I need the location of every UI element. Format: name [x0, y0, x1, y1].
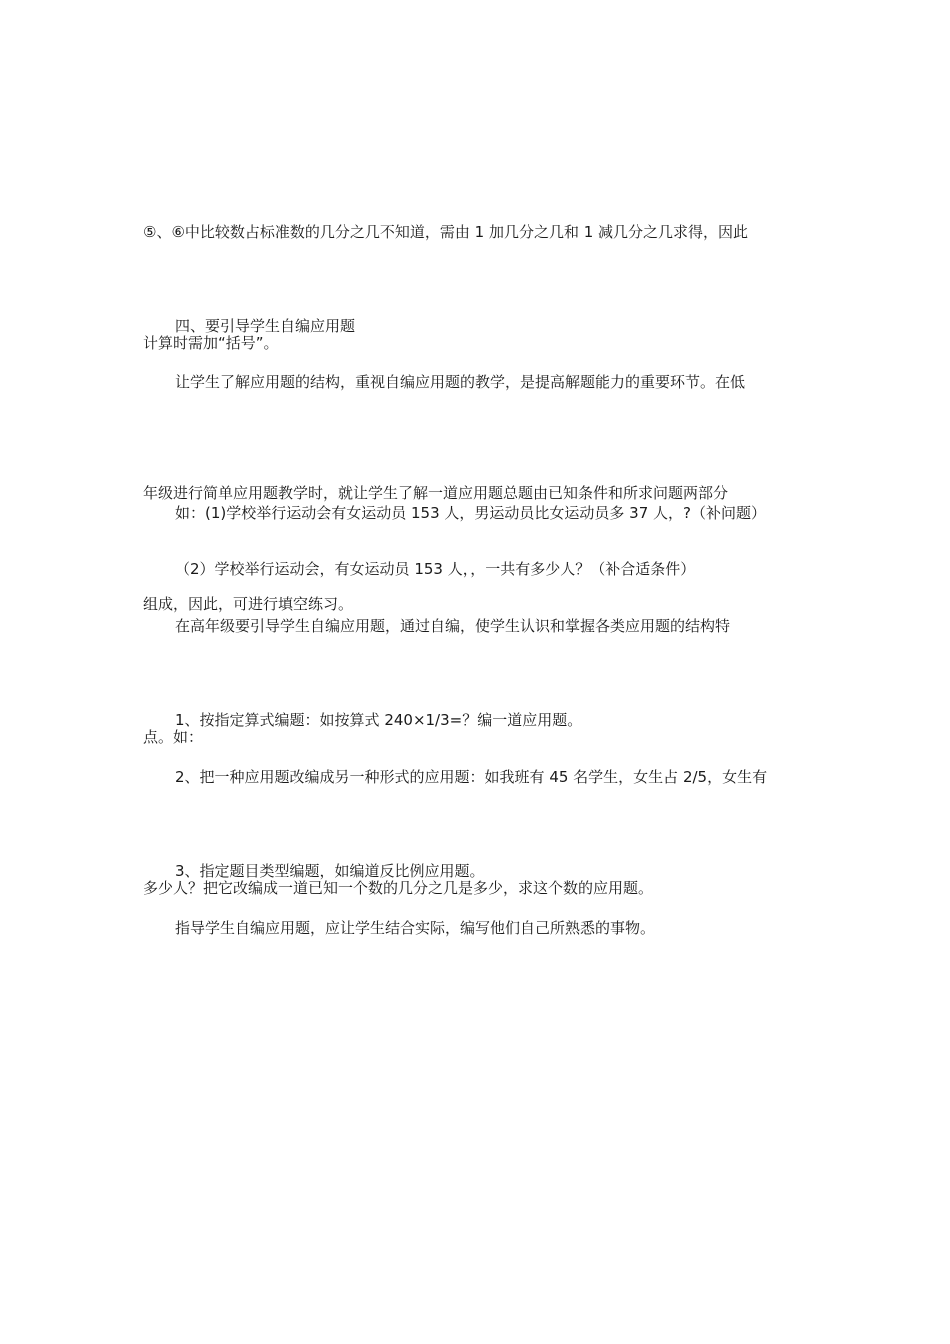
text-line: 组成，因此，可进行填空练习。 [143, 595, 354, 613]
text-line: 计算时需加“括号”。 [143, 334, 279, 352]
heading-text: 四、要引导学生自编应用题 [175, 317, 356, 335]
text-line: 在高年级要引导学生自编应用题，通过自编，使学生认识和掌握各类应用题的结构特 [175, 617, 731, 635]
text-line: 指导学生自编应用题，应让学生结合实际，编写他们自己所熟悉的事物。 [175, 919, 656, 937]
text-line: 年级进行简单应用题教学时，就让学生了解一道应用题总题由已知条件和所求问题两部分 [143, 484, 729, 502]
text-line: 点。如： [143, 728, 204, 746]
text-line: 让学生了解应用题的结构，重视自编应用题的教学，是提高解题能力的重要环节。在低 [175, 373, 746, 391]
paragraph-guidance [143, 836, 813, 1021]
text-line: 多少人？把它改编成一道已知一个数的几分之几是多少，求这个数的应用题。 [143, 879, 654, 897]
text-line: 2、把一种应用题改编成另一种形式的应用题：如我班有 45 名学生，女生占 2/5，女生有 [175, 768, 768, 786]
text-line: 如：(1)学校举行运动会有女运动员 153 人，男运动员比女运动员多 37 人，?（补问题） [175, 504, 767, 522]
text-line: （2）学校举行运动会，有女运动员 153 人，，一共有多少人？（补合适条件） [175, 560, 696, 578]
text-line: ⑤、⑥中比较数占标准数的几分之几不知道，需由 1 加几分之几和 1 减几分之几求得，因此 [143, 223, 749, 241]
text-line: 3、指定题目类型编题，如编道反比例应用题。 [175, 862, 485, 880]
text-line: 1、按指定算式编题：如按算式 240×1/3=？编一道应用题。 [175, 711, 583, 729]
